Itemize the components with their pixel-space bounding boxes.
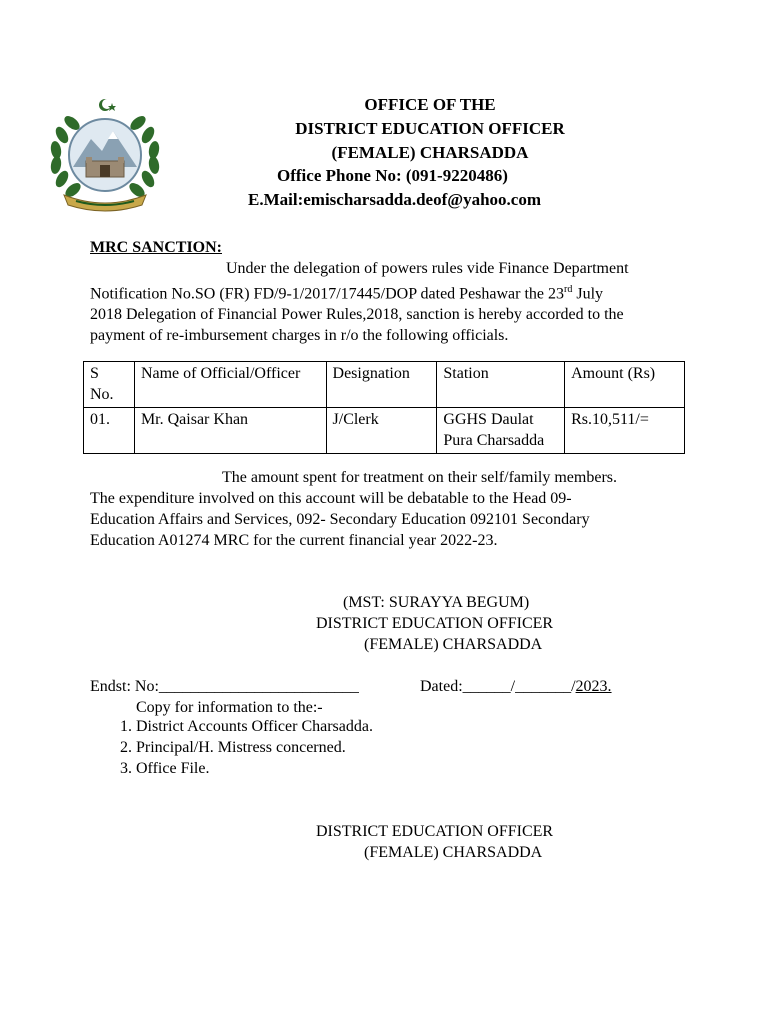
kpk-emblem-logo: [46, 95, 164, 213]
final-signatory-office: (FEMALE) CHARSADDA: [364, 844, 543, 861]
expenditure-line-4: Education A01274 MRC for the current financial year 2022-23.: [90, 532, 498, 549]
cell-station: GGHS Daulat Pura Charsadda: [437, 408, 565, 454]
sanction-line-2-text: Notification No.SO (FR) FD/9-1/2017/17445/DOP dated Peshawar the 23: [90, 285, 565, 303]
ordinal-suffix: rd: [564, 284, 573, 295]
endorsement-date: [420, 676, 612, 697]
cell-name: Mr. Qaisar Khan: [134, 408, 326, 454]
header-designation: Designation: [326, 362, 437, 408]
expenditure-line-3: Education Affairs and Services, 092- Secondary Education 092101 Secondary: [90, 511, 590, 528]
list-item: 3. Office File.: [136, 758, 373, 779]
table-header-row: [84, 362, 685, 408]
date-blank: Dated:______/_______/: [420, 678, 576, 695]
endorsement-number: Endst: No:_________________________: [90, 678, 359, 695]
copy-recipient-list: [96, 716, 373, 779]
list-item: 1. District Accounts Officer Charsadda.: [136, 716, 373, 737]
header-station: Station: [437, 362, 565, 408]
date-year: 2023.: [575, 678, 612, 695]
office-email: E.Mail:emischarsadda.deof@yahoo.com: [248, 190, 541, 209]
signatory-office: (FEMALE) CHARSADDA: [364, 636, 543, 653]
officials-table: [83, 361, 685, 454]
cell-amount: Rs.10,511/=: [565, 408, 685, 454]
sanction-line-3: 2018 Delegation of Financial Power Rules,2018, sanction is hereby accorded to the: [90, 306, 624, 324]
sanction-line-2: [90, 279, 690, 304]
office-title: OFFICE OF THE: [364, 95, 496, 114]
sanction-line-4: payment of re-imbursement charges in r/o the following officials.: [90, 327, 509, 345]
list-item: 2. Principal/H. Mistress concerned.: [136, 737, 373, 758]
header-name: Name of Official/Officer: [134, 362, 326, 408]
header-serial: S No.: [84, 362, 135, 408]
copy-intro: Copy for information to the:-: [136, 699, 323, 716]
expenditure-line-1: The amount spent for treatment on their self/family members.: [222, 469, 617, 486]
office-phone: Office Phone No: (091-9220486): [277, 166, 508, 185]
mrc-sanction-heading: MRC SANCTION:: [90, 239, 222, 256]
expenditure-paragraph: [90, 467, 690, 551]
office-location: (FEMALE) CHARSADDA: [331, 143, 529, 162]
header-amount: Amount (Rs): [565, 362, 685, 408]
sanction-paragraph: [90, 258, 690, 346]
table-row: [84, 408, 685, 454]
signatory-name: (MST: SURAYYA BEGUM): [343, 594, 530, 611]
signatory-title: DISTRICT EDUCATION OFFICER: [316, 615, 554, 632]
sanction-line-2-month: July: [572, 285, 604, 303]
expenditure-line-2: The expenditure involved on this account will be debatable to the Head 09-: [90, 490, 572, 507]
final-signatory-title: DISTRICT EDUCATION OFFICER: [316, 823, 554, 840]
sanction-line-1: Under the delegation of powers rules vide Finance Department: [226, 260, 629, 277]
cell-serial: 01.: [84, 408, 135, 454]
office-name: DISTRICT EDUCATION OFFICER: [295, 119, 565, 138]
cell-designation: J/Clerk: [326, 408, 437, 454]
